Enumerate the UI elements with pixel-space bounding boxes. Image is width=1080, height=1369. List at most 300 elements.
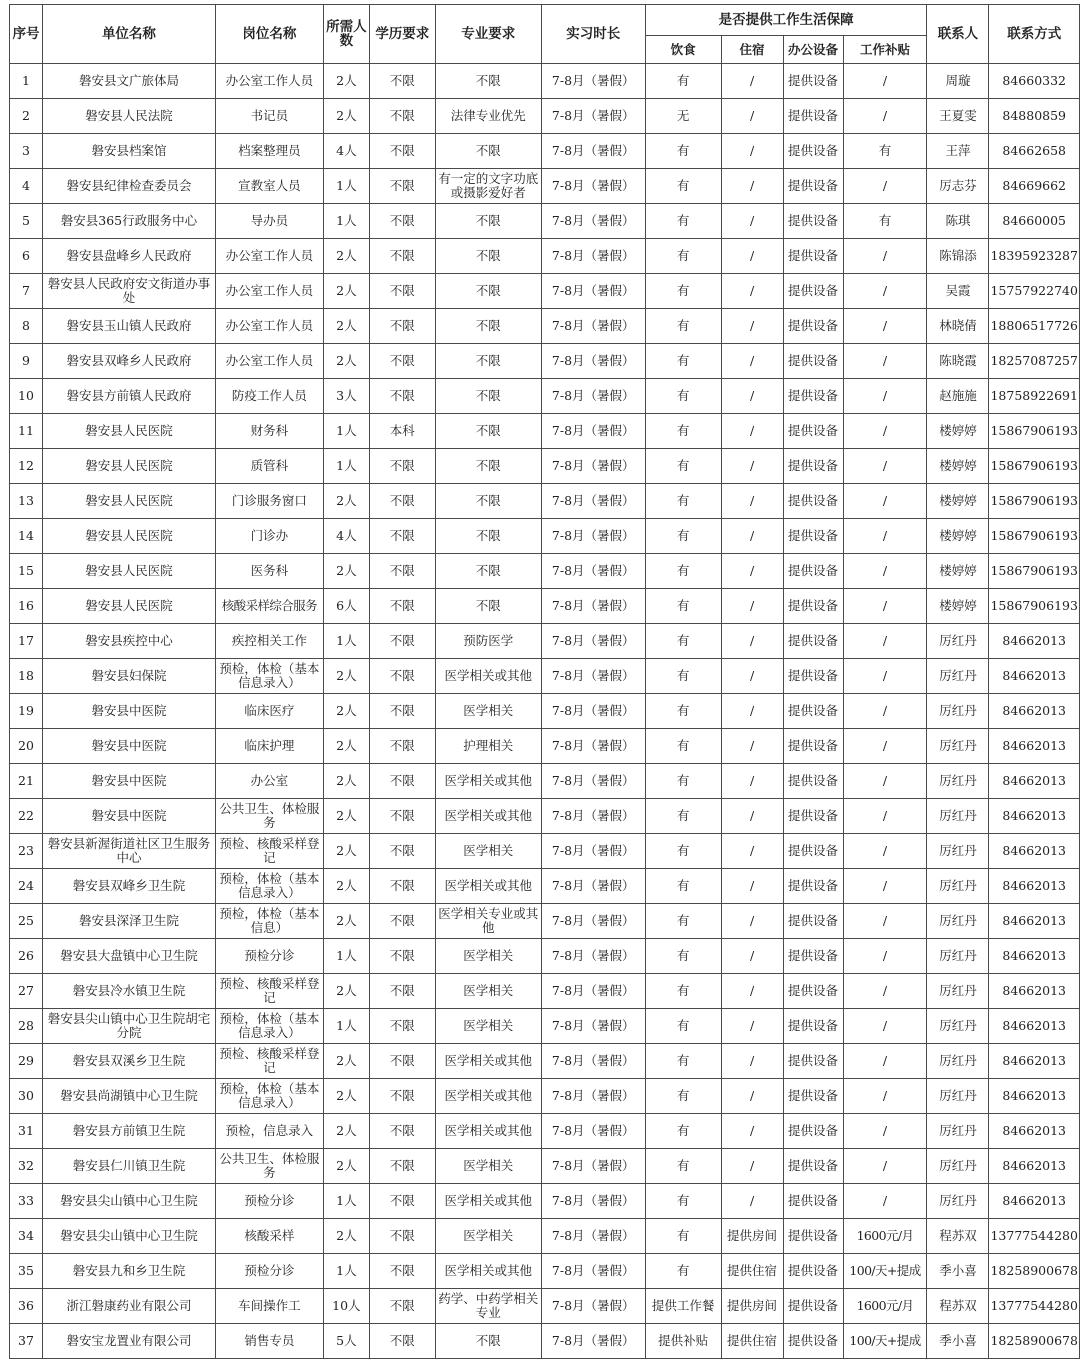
cell-seq: 19 — [10, 694, 43, 729]
table-row — [10, 764, 1080, 799]
cell-unit: 磐安县双溪乡卫生院 — [42, 1044, 215, 1079]
cell-edu: 不限 — [369, 939, 435, 974]
cell-post: 门诊办 — [215, 519, 323, 554]
cell-post: 书记员 — [215, 99, 323, 134]
cell-meal: 有 — [645, 1079, 721, 1114]
cell-duration: 7-8月（暑假） — [541, 1149, 645, 1184]
cell-meal: 有 — [645, 659, 721, 694]
cell-unit: 磐安县妇保院 — [42, 659, 215, 694]
cell-subsidy: 有 — [843, 134, 927, 169]
cell-post: 核酸采样 — [215, 1219, 323, 1254]
cell-count: 2人 — [323, 344, 369, 379]
cell-seq: 12 — [10, 449, 43, 484]
cell-unit: 磐安县尖山镇中心卫生院 — [42, 1184, 215, 1219]
cell-duration: 7-8月（暑假） — [541, 309, 645, 344]
cell-duration: 7-8月（暑假） — [541, 589, 645, 624]
cell-unit: 磐安县新渥街道社区卫生服务中心 — [42, 834, 215, 869]
cell-subsidy: / — [843, 694, 927, 729]
cell-unit: 磐安县深泽卫生院 — [42, 904, 215, 939]
cell-equip: 提供设备 — [783, 519, 843, 554]
table-row — [10, 974, 1080, 1009]
cell-phone: 18758922691 — [989, 379, 1080, 414]
cell-duration: 7-8月（暑假） — [541, 694, 645, 729]
cell-subsidy: / — [843, 1009, 927, 1044]
cell-contact: 程苏双 — [927, 1219, 989, 1254]
cell-count: 2人 — [323, 729, 369, 764]
cell-subsidy: 1600元/月 — [843, 1289, 927, 1324]
cell-major: 医学相关或其他 — [435, 1044, 541, 1079]
cell-duration: 7-8月（暑假） — [541, 1254, 645, 1289]
cell-lodging: / — [721, 554, 783, 589]
cell-meal: 提供补贴 — [645, 1324, 721, 1359]
table-row — [10, 449, 1080, 484]
cell-meal: 有 — [645, 414, 721, 449]
cell-count: 2人 — [323, 1114, 369, 1149]
cell-edu: 不限 — [369, 1254, 435, 1289]
cell-edu: 不限 — [369, 519, 435, 554]
cell-duration: 7-8月（暑假） — [541, 904, 645, 939]
cell-seq: 14 — [10, 519, 43, 554]
cell-subsidy: 100/天+提成 — [843, 1254, 927, 1289]
cell-post: 办公室工作人员 — [215, 309, 323, 344]
cell-edu: 不限 — [369, 1044, 435, 1079]
cell-phone: 84662013 — [989, 729, 1080, 764]
cell-phone: 84662013 — [989, 869, 1080, 904]
cell-duration: 7-8月（暑假） — [541, 274, 645, 309]
cell-meal: 有 — [645, 1044, 721, 1079]
cell-post: 预检分诊 — [215, 939, 323, 974]
cell-phone: 84662658 — [989, 134, 1080, 169]
cell-count: 10人 — [323, 1289, 369, 1324]
cell-unit: 磐安县365行政服务中心 — [42, 204, 215, 239]
cell-equip: 提供设备 — [783, 1044, 843, 1079]
cell-subsidy: / — [843, 939, 927, 974]
header-seq: 序号 — [10, 5, 43, 64]
cell-equip: 提供设备 — [783, 64, 843, 99]
cell-seq: 5 — [10, 204, 43, 239]
cell-phone: 15867906193 — [989, 554, 1080, 589]
cell-major: 不限 — [435, 204, 541, 239]
cell-major: 不限 — [435, 1324, 541, 1359]
cell-major: 医学相关 — [435, 1219, 541, 1254]
cell-edu: 本科 — [369, 414, 435, 449]
cell-meal: 有 — [645, 344, 721, 379]
cell-duration: 7-8月（暑假） — [541, 204, 645, 239]
cell-subsidy: / — [843, 1114, 927, 1149]
cell-phone: 18258900678 — [989, 1254, 1080, 1289]
cell-lodging: / — [721, 764, 783, 799]
cell-lodging: / — [721, 309, 783, 344]
cell-subsidy: / — [843, 554, 927, 589]
cell-subsidy: / — [843, 519, 927, 554]
cell-seq: 23 — [10, 834, 43, 869]
cell-contact: 季小喜 — [927, 1324, 989, 1359]
cell-count: 2人 — [323, 1044, 369, 1079]
cell-lodging: / — [721, 869, 783, 904]
cell-major: 医学相关或其他 — [435, 659, 541, 694]
cell-post: 宣教室人员 — [215, 169, 323, 204]
cell-subsidy: / — [843, 904, 927, 939]
table-row — [10, 1254, 1080, 1289]
cell-equip: 提供设备 — [783, 1254, 843, 1289]
cell-equip: 提供设备 — [783, 834, 843, 869]
cell-count: 1人 — [323, 1184, 369, 1219]
cell-meal: 有 — [645, 449, 721, 484]
cell-unit: 磐安县中医院 — [42, 694, 215, 729]
cell-equip: 提供设备 — [783, 1324, 843, 1359]
cell-edu: 不限 — [369, 764, 435, 799]
cell-contact: 赵施施 — [927, 379, 989, 414]
cell-contact: 陈琪 — [927, 204, 989, 239]
cell-post: 疾控相关工作 — [215, 624, 323, 659]
table-row — [10, 344, 1080, 379]
cell-major: 医学相关或其他 — [435, 1079, 541, 1114]
table-row — [10, 1114, 1080, 1149]
table-row — [10, 834, 1080, 869]
cell-contact: 厉红丹 — [927, 939, 989, 974]
cell-post: 车间操作工 — [215, 1289, 323, 1324]
cell-edu: 不限 — [369, 134, 435, 169]
cell-subsidy: / — [843, 414, 927, 449]
cell-phone: 84662013 — [989, 1044, 1080, 1079]
table-row — [10, 134, 1080, 169]
cell-duration: 7-8月（暑假） — [541, 64, 645, 99]
table-row — [10, 1009, 1080, 1044]
cell-contact: 陈锦添 — [927, 239, 989, 274]
cell-phone: 84660005 — [989, 204, 1080, 239]
table-row — [10, 1079, 1080, 1114]
cell-major: 医学相关 — [435, 1149, 541, 1184]
table-row — [10, 484, 1080, 519]
cell-major: 不限 — [435, 554, 541, 589]
cell-edu: 不限 — [369, 379, 435, 414]
cell-contact: 厉红丹 — [927, 834, 989, 869]
cell-lodging: / — [721, 659, 783, 694]
cell-duration: 7-8月（暑假） — [541, 659, 645, 694]
cell-seq: 17 — [10, 624, 43, 659]
cell-unit: 磐安县方前镇人民政府 — [42, 379, 215, 414]
cell-equip: 提供设备 — [783, 764, 843, 799]
cell-count: 4人 — [323, 134, 369, 169]
cell-contact: 厉红丹 — [927, 624, 989, 659]
cell-edu: 不限 — [369, 1184, 435, 1219]
cell-edu: 不限 — [369, 694, 435, 729]
cell-unit: 磐安县方前镇卫生院 — [42, 1114, 215, 1149]
cell-major: 医学相关 — [435, 939, 541, 974]
cell-lodging: / — [721, 694, 783, 729]
cell-duration: 7-8月（暑假） — [541, 624, 645, 659]
cell-count: 2人 — [323, 904, 369, 939]
cell-seq: 31 — [10, 1114, 43, 1149]
cell-seq: 4 — [10, 169, 43, 204]
cell-unit: 磐安县人民医院 — [42, 589, 215, 624]
cell-lodging: / — [721, 484, 783, 519]
cell-major: 不限 — [435, 414, 541, 449]
cell-phone: 84662013 — [989, 1079, 1080, 1114]
cell-edu: 不限 — [369, 729, 435, 764]
cell-phone: 18258900678 — [989, 1324, 1080, 1359]
cell-seq: 32 — [10, 1149, 43, 1184]
cell-phone: 84662013 — [989, 799, 1080, 834]
cell-seq: 11 — [10, 414, 43, 449]
cell-equip: 提供设备 — [783, 239, 843, 274]
cell-seq: 37 — [10, 1324, 43, 1359]
cell-major: 不限 — [435, 449, 541, 484]
cell-unit: 磐安县仁川镇卫生院 — [42, 1149, 215, 1184]
table-row — [10, 554, 1080, 589]
cell-duration: 7-8月（暑假） — [541, 834, 645, 869]
cell-unit: 磐安县档案馆 — [42, 134, 215, 169]
cell-unit: 磐安县中医院 — [42, 764, 215, 799]
cell-count: 2人 — [323, 484, 369, 519]
cell-duration: 7-8月（暑假） — [541, 554, 645, 589]
cell-subsidy: / — [843, 659, 927, 694]
cell-edu: 不限 — [369, 1219, 435, 1254]
cell-edu: 不限 — [369, 449, 435, 484]
cell-equip: 提供设备 — [783, 134, 843, 169]
cell-lodging: 提供房间 — [721, 1219, 783, 1254]
cell-contact: 王萍 — [927, 134, 989, 169]
cell-count: 2人 — [323, 659, 369, 694]
cell-duration: 7-8月（暑假） — [541, 414, 645, 449]
cell-equip: 提供设备 — [783, 309, 843, 344]
cell-edu: 不限 — [369, 659, 435, 694]
cell-contact: 陈晓霞 — [927, 344, 989, 379]
cell-equip: 提供设备 — [783, 484, 843, 519]
cell-meal: 有 — [645, 134, 721, 169]
cell-count: 2人 — [323, 1219, 369, 1254]
cell-meal: 提供工作餐 — [645, 1289, 721, 1324]
cell-duration: 7-8月（暑假） — [541, 1044, 645, 1079]
cell-phone: 84662013 — [989, 1114, 1080, 1149]
cell-count: 2人 — [323, 64, 369, 99]
cell-contact: 王夏雯 — [927, 99, 989, 134]
cell-lodging: 提供住宿 — [721, 1324, 783, 1359]
cell-lodging: / — [721, 974, 783, 1009]
cell-major: 医学相关或其他 — [435, 1254, 541, 1289]
cell-post: 医务科 — [215, 554, 323, 589]
cell-seq: 15 — [10, 554, 43, 589]
cell-post: 预检，体检（基本信息录入） — [215, 659, 323, 694]
cell-count: 6人 — [323, 589, 369, 624]
cell-lodging: / — [721, 414, 783, 449]
cell-unit: 磐安县人民医院 — [42, 519, 215, 554]
cell-unit: 磐安县九和乡卫生院 — [42, 1254, 215, 1289]
cell-lodging: / — [721, 799, 783, 834]
cell-contact: 楼婷婷 — [927, 519, 989, 554]
cell-count: 2人 — [323, 274, 369, 309]
cell-equip: 提供设备 — [783, 904, 843, 939]
table-row — [10, 869, 1080, 904]
internship-positions-table — [9, 4, 1080, 1359]
cell-edu: 不限 — [369, 1009, 435, 1044]
cell-lodging: / — [721, 239, 783, 274]
cell-lodging: / — [721, 624, 783, 659]
table-row — [10, 204, 1080, 239]
cell-seq: 2 — [10, 99, 43, 134]
cell-count: 4人 — [323, 519, 369, 554]
cell-phone: 18257087257 — [989, 344, 1080, 379]
cell-unit: 磐安县疾控中心 — [42, 624, 215, 659]
cell-phone: 18395923287 — [989, 239, 1080, 274]
cell-major: 预防医学 — [435, 624, 541, 659]
cell-unit: 磐安县人民医院 — [42, 414, 215, 449]
cell-contact: 厉红丹 — [927, 904, 989, 939]
cell-seq: 8 — [10, 309, 43, 344]
table-row — [10, 904, 1080, 939]
cell-lodging: / — [721, 904, 783, 939]
cell-seq: 10 — [10, 379, 43, 414]
cell-equip: 提供设备 — [783, 1219, 843, 1254]
cell-equip: 提供设备 — [783, 624, 843, 659]
cell-duration: 7-8月（暑假） — [541, 519, 645, 554]
cell-subsidy: / — [843, 64, 927, 99]
cell-contact: 厉红丹 — [927, 764, 989, 799]
cell-contact: 厉红丹 — [927, 1044, 989, 1079]
cell-subsidy: / — [843, 344, 927, 379]
cell-subsidy: / — [843, 869, 927, 904]
cell-post: 门诊服务窗口 — [215, 484, 323, 519]
header-contact: 联系人 — [927, 5, 989, 64]
cell-lodging: / — [721, 64, 783, 99]
cell-seq: 6 — [10, 239, 43, 274]
cell-phone: 84662013 — [989, 939, 1080, 974]
cell-post: 办公室 — [215, 764, 323, 799]
header-duration: 实习时长 — [541, 5, 645, 64]
cell-major: 法律专业优先 — [435, 99, 541, 134]
cell-seq: 28 — [10, 1009, 43, 1044]
cell-meal: 有 — [645, 64, 721, 99]
cell-post: 导办员 — [215, 204, 323, 239]
table-row — [10, 309, 1080, 344]
table-row — [10, 1184, 1080, 1219]
cell-duration: 7-8月（暑假） — [541, 764, 645, 799]
cell-unit: 磐安县尚湖镇中心卫生院 — [42, 1079, 215, 1114]
cell-lodging: / — [721, 344, 783, 379]
cell-edu: 不限 — [369, 204, 435, 239]
cell-edu: 不限 — [369, 1324, 435, 1359]
cell-meal: 有 — [645, 799, 721, 834]
cell-equip: 提供设备 — [783, 169, 843, 204]
cell-post: 财务科 — [215, 414, 323, 449]
cell-subsidy: 有 — [843, 204, 927, 239]
cell-subsidy: / — [843, 764, 927, 799]
cell-unit: 磐安县中医院 — [42, 799, 215, 834]
cell-edu: 不限 — [369, 64, 435, 99]
cell-meal: 有 — [645, 869, 721, 904]
cell-meal: 有 — [645, 274, 721, 309]
cell-count: 1人 — [323, 1009, 369, 1044]
cell-major: 医学相关或其他 — [435, 764, 541, 799]
cell-count: 1人 — [323, 414, 369, 449]
table-row — [10, 799, 1080, 834]
cell-edu: 不限 — [369, 554, 435, 589]
cell-major: 护理相关 — [435, 729, 541, 764]
cell-contact: 厉红丹 — [927, 659, 989, 694]
table-row — [10, 939, 1080, 974]
cell-subsidy: / — [843, 274, 927, 309]
cell-equip: 提供设备 — [783, 1184, 843, 1219]
table-row — [10, 239, 1080, 274]
cell-unit: 磐安县尖山镇中心卫生院 — [42, 1219, 215, 1254]
cell-phone: 84662013 — [989, 694, 1080, 729]
cell-edu: 不限 — [369, 624, 435, 659]
cell-phone: 84662013 — [989, 1149, 1080, 1184]
cell-contact: 楼婷婷 — [927, 484, 989, 519]
cell-unit: 磐安县盘峰乡人民政府 — [42, 239, 215, 274]
cell-edu: 不限 — [369, 1289, 435, 1324]
cell-unit: 磐安县纪律检查委员会 — [42, 169, 215, 204]
cell-major: 不限 — [435, 274, 541, 309]
cell-phone: 15867906193 — [989, 449, 1080, 484]
cell-duration: 7-8月（暑假） — [541, 449, 645, 484]
cell-unit: 磐安县冷水镇卫生院 — [42, 974, 215, 1009]
cell-equip: 提供设备 — [783, 1289, 843, 1324]
cell-post: 防疫工作人员 — [215, 379, 323, 414]
cell-phone: 18806517726 — [989, 309, 1080, 344]
cell-meal: 有 — [645, 554, 721, 589]
cell-contact: 楼婷婷 — [927, 554, 989, 589]
cell-seq: 26 — [10, 939, 43, 974]
cell-count: 1人 — [323, 204, 369, 239]
cell-lodging: 提供住宿 — [721, 1254, 783, 1289]
cell-meal: 有 — [645, 974, 721, 1009]
cell-lodging: / — [721, 939, 783, 974]
cell-phone: 84662013 — [989, 974, 1080, 1009]
cell-contact: 程苏双 — [927, 1289, 989, 1324]
cell-count: 1人 — [323, 169, 369, 204]
cell-count: 2人 — [323, 554, 369, 589]
cell-edu: 不限 — [369, 869, 435, 904]
cell-edu: 不限 — [369, 344, 435, 379]
cell-count: 2人 — [323, 869, 369, 904]
cell-subsidy: / — [843, 799, 927, 834]
cell-count: 2人 — [323, 309, 369, 344]
cell-phone: 84669662 — [989, 169, 1080, 204]
cell-unit: 磐安县人民医院 — [42, 449, 215, 484]
cell-duration: 7-8月（暑假） — [541, 729, 645, 764]
cell-equip: 提供设备 — [783, 1149, 843, 1184]
cell-unit: 磐安宝龙置业有限公司 — [42, 1324, 215, 1359]
cell-contact: 厉红丹 — [927, 1114, 989, 1149]
cell-seq: 3 — [10, 134, 43, 169]
cell-duration: 7-8月（暑假） — [541, 484, 645, 519]
cell-unit: 磐安县双峰乡人民政府 — [42, 344, 215, 379]
cell-meal: 有 — [645, 169, 721, 204]
cell-unit: 磐安县中医院 — [42, 729, 215, 764]
cell-contact: 厉红丹 — [927, 1149, 989, 1184]
cell-duration: 7-8月（暑假） — [541, 1324, 645, 1359]
cell-major: 医学相关或其他 — [435, 869, 541, 904]
table-row — [10, 624, 1080, 659]
cell-meal: 有 — [645, 834, 721, 869]
cell-seq: 13 — [10, 484, 43, 519]
cell-unit: 浙江磐康药业有限公司 — [42, 1289, 215, 1324]
cell-seq: 22 — [10, 799, 43, 834]
cell-subsidy: / — [843, 484, 927, 519]
cell-seq: 35 — [10, 1254, 43, 1289]
cell-meal: 有 — [645, 309, 721, 344]
cell-phone: 15867906193 — [989, 484, 1080, 519]
cell-unit: 磐安县大盘镇中心卫生院 — [42, 939, 215, 974]
cell-duration: 7-8月（暑假） — [541, 1079, 645, 1114]
header-support: 是否提供工作生活保障 — [645, 5, 927, 36]
cell-lodging: / — [721, 1079, 783, 1114]
cell-edu: 不限 — [369, 169, 435, 204]
cell-post: 办公室工作人员 — [215, 64, 323, 99]
cell-meal: 有 — [645, 519, 721, 554]
cell-post: 预检，体检（基本信息录入） — [215, 869, 323, 904]
